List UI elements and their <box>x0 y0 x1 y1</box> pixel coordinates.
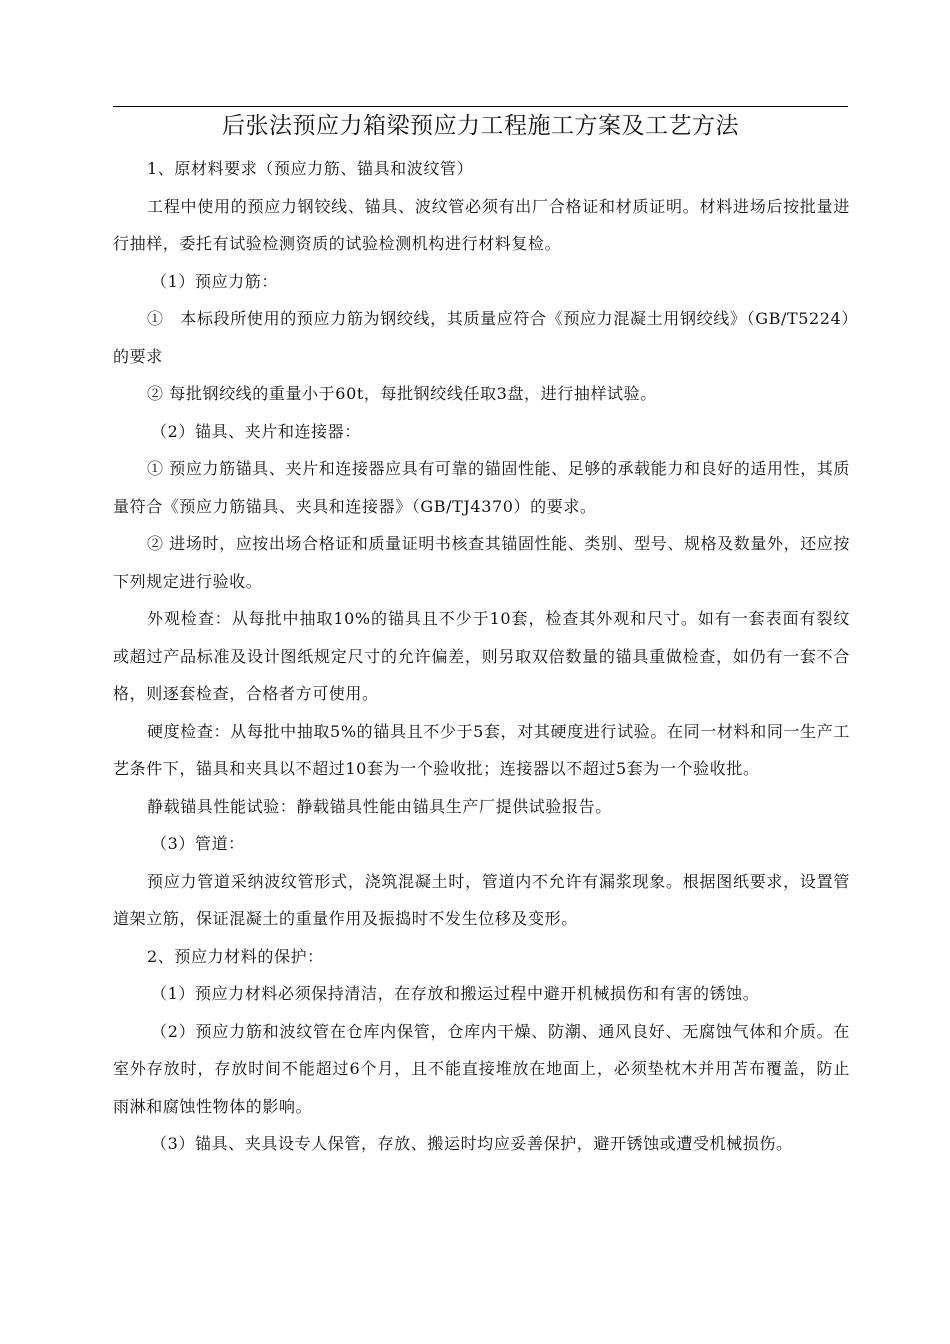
paragraph: （3）锚具、夹具设专人保管，存放、搬运时均应妥善保护，避开锈蚀或遭受机械损伤。 <box>151 1134 793 1153</box>
paragraph: ① 本标段所使用的预应力筋为钢绞线，其质量应符合《预应力混凝土用钢绞线》（GB/T5224）的要求 <box>113 309 850 366</box>
paragraph: ② 进场时，应按出场合格证和质量证明书核查其锚固性能、类别、型号、规格及数量外，还应按下列规定进行验收。 <box>113 534 850 591</box>
paragraph: 2、预应力材料的保护： <box>147 946 324 966</box>
paragraph: 外观检查：从每批中抽取10%的锚具且不少于10套，检查其外观和尺寸。如有一套表面有裂纹或超过产品标准及设计图纸规定尺寸的允许偏差，则另取双倍数量的锚具重做检查，如仍有一套不合格，则逐套检查，合格者方可使用。 <box>113 609 850 703</box>
paragraph: （3）管道： <box>151 834 245 853</box>
document-body <box>113 150 850 1163</box>
header-rule <box>113 106 848 107</box>
document-title: 后张法预应力箱梁预应力工程施工方案及工艺方法 <box>222 113 739 139</box>
paragraph: 静载锚具性能试验：静载锚具性能由锚具生产厂提供试验报告。 <box>147 796 612 816</box>
paragraph: 工程中使用的预应力钢铰线、锚具、波纹管必须有出厂合格证和材质证明。材料进场后按批量进行抽样，委托有试验检测资质的试验检测机构进行材料复检。 <box>113 196 850 253</box>
paragraph: （1）预应力筋： <box>151 271 278 291</box>
paragraph: 硬度检查：从每批中抽取5%的锚具且不少于5套，对其硬度进行试验。在同一材料和同一生产工艺条件下，锚具和夹具以不超过10套为一个验收批；连接器以不超过5套为一个验收批。 <box>113 721 850 778</box>
paragraph: 1、原材料要求（预应力筋、锚具和波纹管） <box>147 159 474 178</box>
paragraph: ② 每批钢绞线的重量小于60t，每批钢绞线任取3盘，进行抽样试验。 <box>147 384 657 403</box>
paragraph: （1）预应力材料必须保持清洁，在存放和搬运过程中避开机械损伤和有害的锈蚀。 <box>151 984 760 1003</box>
paragraph: （2）预应力筋和波纹管在仓库内保管，仓库内干燥、防潮、通风良好、无腐蚀气体和介质。在室外存放时，存放时间不能超过6个月，且不能直接堆放在地面上，必须垫枕木并用苫布覆盖，防止雨淋和腐蚀性物体的影响。 <box>113 1021 850 1116</box>
paragraph: （2）锚具、夹片和连接器： <box>151 421 361 441</box>
paragraph: 预应力管道采纳波纹管形式，浇筑混凝土时，管道内不允许有漏浆现象。根据图纸要求，设置管道架立筋，保证混凝土的重量作用及振捣时不发生位移及变形。 <box>113 871 850 928</box>
paragraph: ① 预应力筋锚具、夹片和连接器应具有可靠的锚固性能、足够的承载能力和良好的适用性，其质量符合《预应力筋锚具、夹具和连接器》（GB/TJ4370）的要求。 <box>113 459 850 516</box>
